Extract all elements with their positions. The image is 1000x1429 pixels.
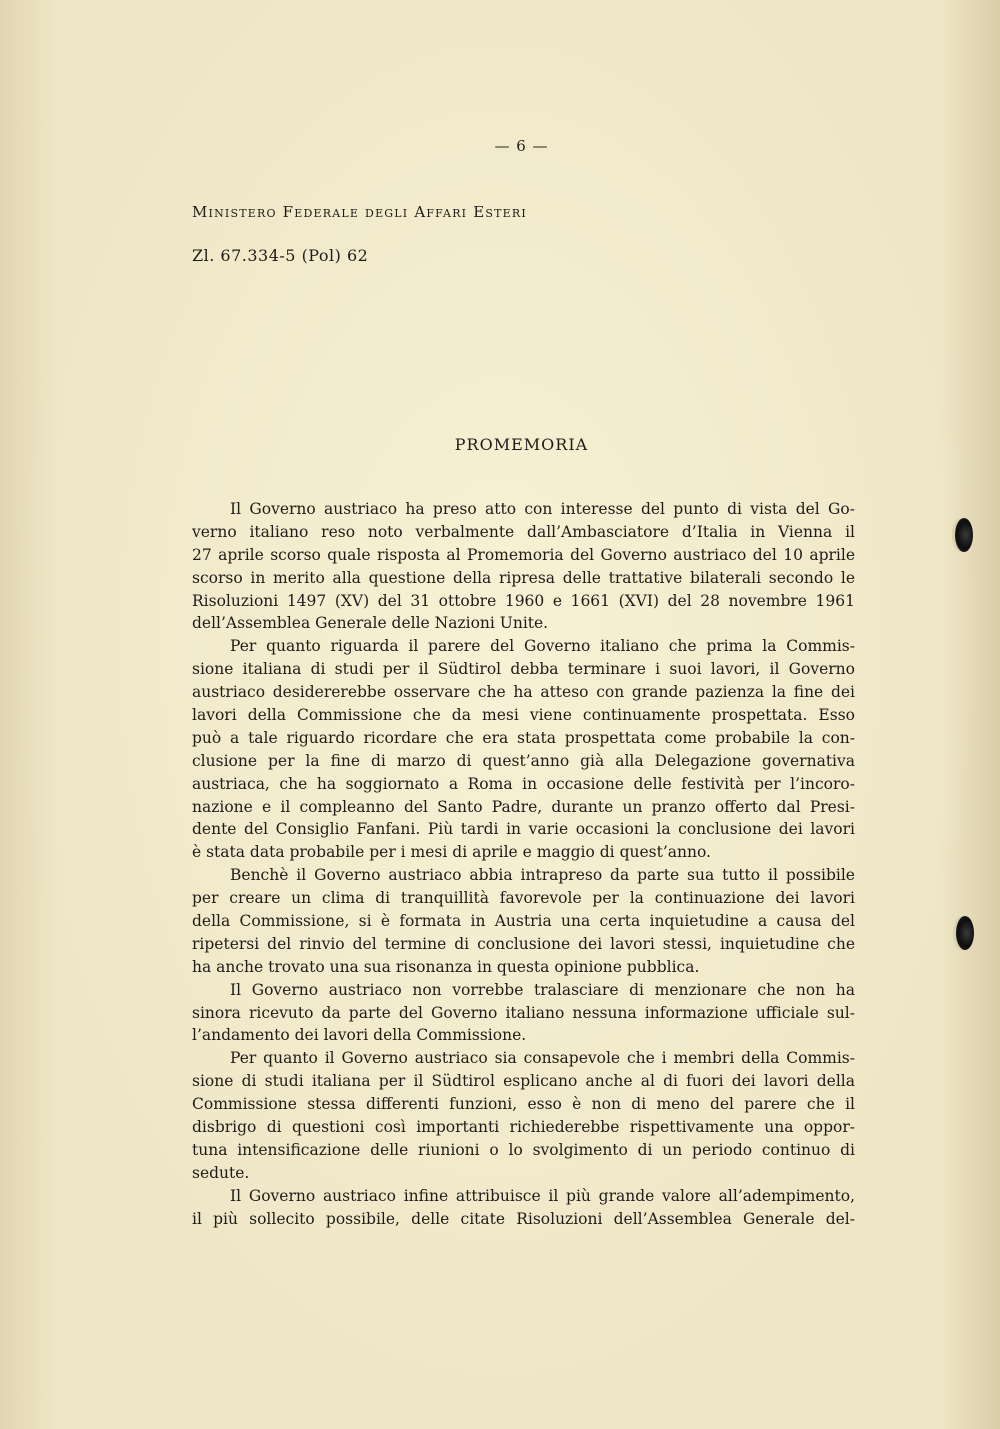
text-line: per creare un clima di tranquillità favorevole per la continuazione dei lavori [192, 889, 855, 908]
text-line: scorso in merito alla questione della ripresa delle trattative bilaterali secondo le [192, 568, 855, 587]
text-line: ripetersi del rinvio del termine di conclusione dei lavori stessi, inquietudine che [192, 934, 855, 953]
text-line: Per quanto il Governo austriaco sia consapevole che i membri della Commis- [230, 1049, 855, 1068]
text-line: verno italiano reso noto verbalmente dall’Ambasciatore d’Italia in Vienna il [192, 522, 855, 541]
text-line: il più sollecito possibile, delle citate Risoluzioni dell’Assemblea Generale del- [192, 1209, 855, 1228]
page-number: — 6 — [494, 137, 549, 155]
text-line: Il Governo austriaco ha preso atto con interesse del punto di vista del Go- [230, 500, 855, 518]
text-line: ha anche trovato una sua risonanza in questa opinione pubblica. [192, 957, 700, 976]
text-line: clusione per la fine di marzo di quest’anno già alla Delegazione governativa [192, 751, 855, 770]
text-line: dell’Assemblea Generale delle Nazioni Unite. [192, 614, 549, 633]
text-line: Il Governo austriaco non vorrebbe tralasciare di menzionare che non ha [230, 980, 855, 999]
text-line: della Commissione, si è formata in Austria una certa inquietudine a causa del [192, 912, 855, 931]
text-line: disbrigo di questioni così importanti richiederebbe rispettivamente una oppor- [192, 1118, 855, 1137]
text-line: austriaco desidererebbe osservare che ha atteso con grande pazienza la fine dei [192, 683, 855, 702]
text-line: Commissione stessa differenti funzioni, esso è non di meno del parere che il [192, 1095, 855, 1114]
punch-hole-top [955, 518, 973, 552]
document-body [192, 498, 855, 1231]
text-line: dente del Consiglio Fanfani. Più tardi in varie occasioni la conclusione dei lavori [192, 820, 855, 839]
text-line: tuna intensificazione delle riunioni o lo svolgimento di un periodo continuo di [192, 1140, 855, 1159]
ministry-heading: Ministero Federale degli Affari Esteri [192, 203, 527, 221]
text-line: 27 aprile scorso quale risposta al Promemoria del Governo austriaco del 10 aprile [192, 545, 855, 564]
punch-hole-bottom [956, 916, 974, 950]
reference-number: Zl. 67.334-5 (Pol) 62 [192, 246, 369, 265]
text-line: austriaca, che ha soggiornato a Roma in occasione delle festività per l’incoro- [192, 774, 855, 793]
text-line: è stata data probabile per i mesi di aprile e maggio di quest’anno. [192, 843, 711, 862]
text-line: lavori della Commissione che da mesi viene continuamente prospettata. Esso [192, 706, 855, 725]
text-line: sione di studi italiana per il Südtirol esplicano anche al di fuori dei lavori della [192, 1072, 855, 1091]
text-line: Per quanto riguarda il parere del Governo italiano che prima la Commis- [230, 637, 855, 656]
text-line: sedute. [192, 1163, 250, 1182]
text-line: Il Governo austriaco infine attribuisce il più grande valore all’adempimento, [230, 1186, 855, 1205]
text-line: nazione e il compleanno del Santo Padre, durante un pranzo offerto dal Presi- [192, 797, 855, 816]
text-line: sinora ricevuto da parte del Governo italiano nessuna informazione ufficiale sul- [192, 1003, 855, 1022]
text-line: può a tale riguardo ricordare che era stata prospettata come probabile la con- [192, 728, 855, 747]
text-line: sione italiana di studi per il Südtirol debba terminare i suoi lavori, il Governo [192, 660, 855, 679]
document-title: PROMEMORIA [454, 435, 589, 454]
text-line: Benchè il Governo austriaco abbia intrapreso da parte sua tutto il possibile [230, 866, 855, 885]
text-line: Risoluzioni 1497 (XV) del 31 ottobre 1960 e 1661 (XVI) del 28 novembre 1961 [192, 591, 855, 610]
text-line: l’andamento dei lavori della Commissione. [192, 1026, 527, 1045]
